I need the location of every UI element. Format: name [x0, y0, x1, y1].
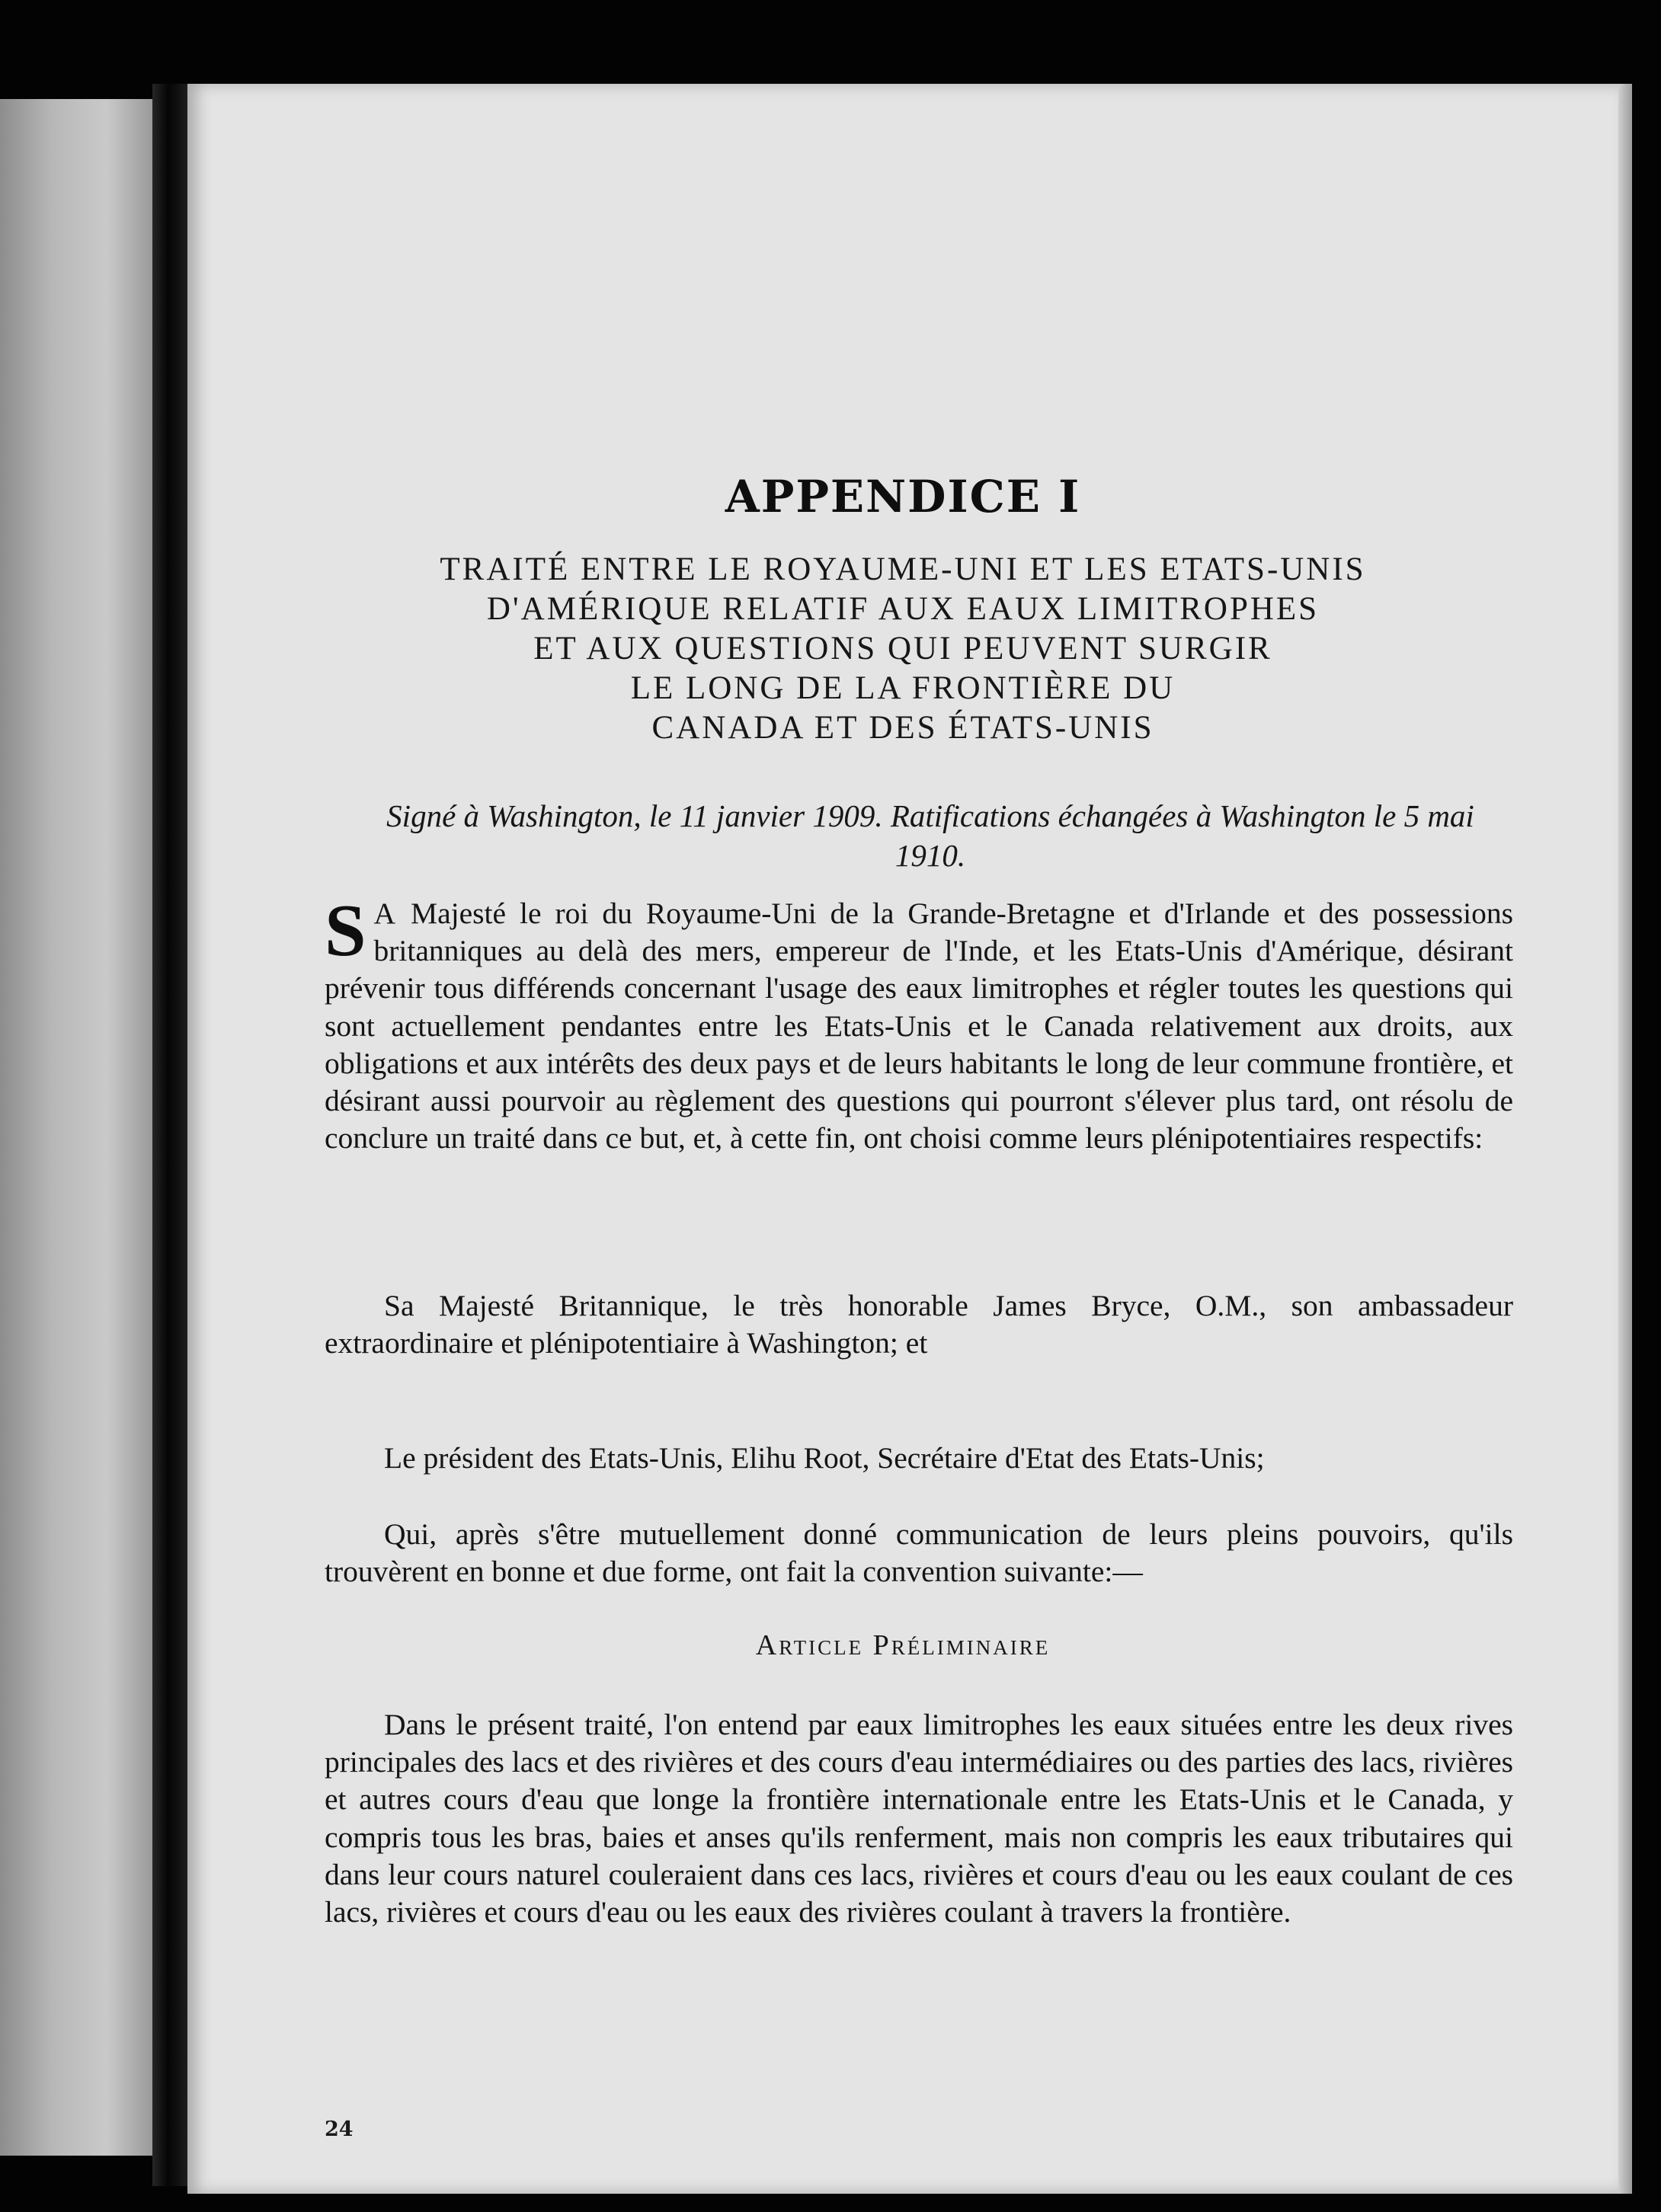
left-page-edge [0, 99, 152, 2156]
appendix-title: APPENDICE I [725, 471, 1081, 523]
definition-paragraph: Dans le présent traité, l'on entend par eaux limitrophes les eaux situées entre les deux rives principales des lacs et des rivières et des cours d'eau intermédiaires ou des parties des lacs, rivières et autres cours d'eau que longe la frontière internationale entre les Etats-Unis et le Canada, y compris tous les bras, baies et anses qu'ils renferment, mais non compris les eaux tributaires qui dans leur cours naturel couleraient dans ces lacs, rivières et cours d'eau ou les eaux coulant de ces lacs, rivières et cours d'eau ou les eaux des rivières coulant à travers la frontière. [325, 1708, 1513, 1929]
document-page [187, 84, 1618, 2194]
treaty-title-line: D'AMÉRIQUE RELATIF AUX EAUX LIMITROPHES [486, 591, 1320, 627]
right-page-edge [1618, 84, 1632, 2194]
page-number: 24 [325, 2118, 354, 2141]
plenipotentiary-britain-paragraph: Sa Majesté Britannique, le très honorable James Bryce, O.M., son ambassadeur extraordinaire et plénipotentiaire à Washington; et [325, 1289, 1513, 1360]
preamble-lead: A [373, 897, 398, 930]
convention-paragraph: Qui, après s'être mutuellement donné communication de leurs pleins pouvoirs, qu'ils trouvèrent en bonne et due forme, ont fait la convention suivante:— [325, 1517, 1513, 1589]
plenipotentiary-us-paragraph: Le président des Etats-Unis, Elihu Root, Secrétaire d'Etat des Etats-Unis; [384, 1441, 1265, 1475]
treaty-title-line: LE LONG DE LA FRONTIÈRE DU [630, 670, 1176, 706]
book-gutter [152, 84, 187, 2186]
treaty-title-line: ET AUX QUESTIONS QUI PEUVENT SURGIR [533, 631, 1272, 666]
drop-cap: S [325, 890, 366, 972]
preamble-paragraph [325, 890, 1513, 1157]
treaty-title-line: TRAITÉ ENTRE LE ROYAUME-UNI ET LES ETATS-UNIS [440, 551, 1366, 587]
treaty-title-line: CANADA ET DES ÉTATS-UNIS [651, 710, 1154, 746]
treaty-title [187, 550, 1618, 748]
preamble-text: Majesté le roi du Royaume-Uni de la Grande-Bretagne et d'Irlande et des possessions britanniques au delà des mers, empereur de l'Inde, et les Etats-Unis d'Amérique, désirant prévenir tous différends concernant l'usage des eaux limitrophes et régler toutes les questions qui sont actuellement pendantes entre les Etats-Unis et le Canada relativement aux droits, aux obligations et aux intérêts des deux pays et de leurs habitants le long de leur commune frontière, et désirant aussi pourvoir au règlement des questions qui pourront s'élever plus tard, ont résolu de conclure un traité dans ce but, et, à cette fin, ont choisi comme leurs plénipotentiaires respectifs: [325, 897, 1513, 1156]
article-heading: Article Préliminaire [755, 1629, 1051, 1661]
signing-note: Signé à Washington, le 11 janvier 1909. Ratifications échangées à Washington le 5 mai 1910. [386, 798, 1474, 873]
